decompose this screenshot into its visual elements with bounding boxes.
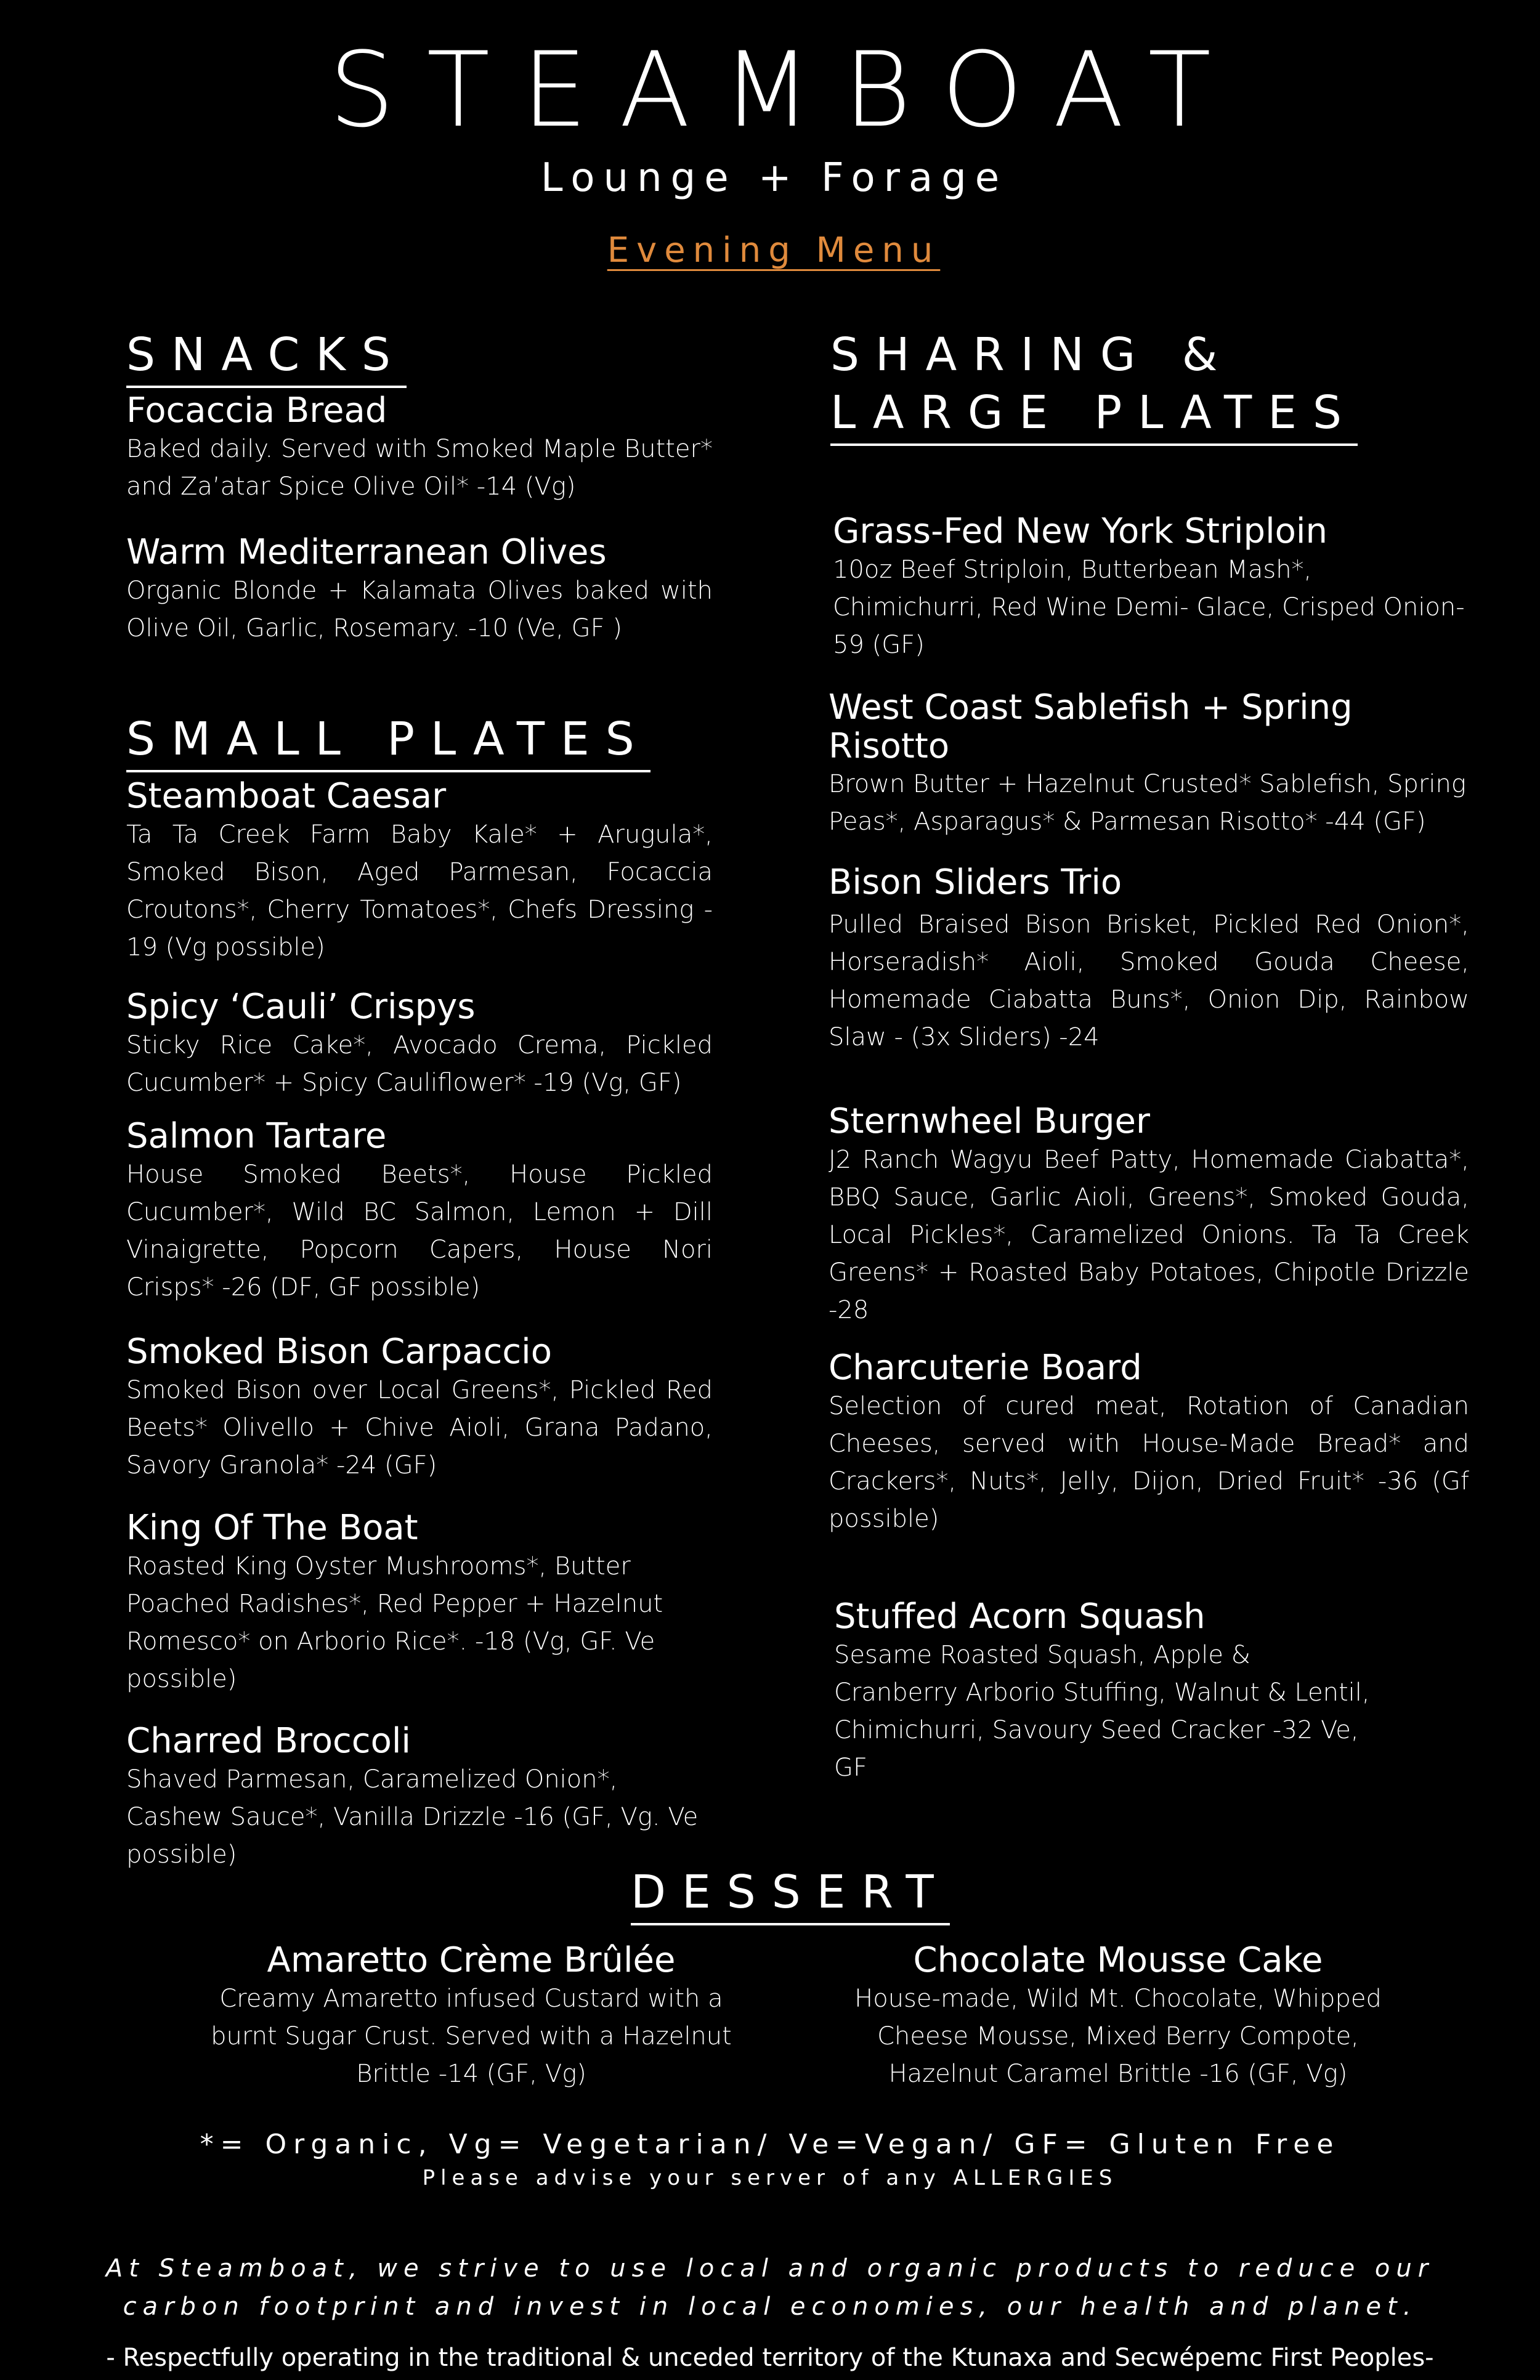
item-description: Organic Blonde + Kalamata Olives baked with Olive Oil, Garlic, Rosemary. -10 (Ve, GF ): [126, 576, 713, 642]
item-description: Baked daily. Served with Smoked Maple Butter* and Za’atar Spice Olive Oil* -14 (Vg): [126, 434, 713, 501]
snacks-heading: SNACKS: [126, 325, 407, 388]
item-name: Chocolate Mousse Cake: [913, 1940, 1323, 1980]
item-description: Roasted King Oyster Mushrooms*, Butter Poached Radishes*, Red Pepper + Hazelnut Romesco* on Arborio Rice*. -18 (Vg, GF. Ve possible): [126, 1552, 663, 1693]
item-description: Sesame Roasted Squash, Apple & Cranberry Arborio Stuffing, Walnut & Lentil, Chimichurri, Savoury Seed Cracker -32 Ve, GF: [834, 1640, 1370, 1782]
item-description: Brown Butter + Hazelnut Crusted* Sablefish, Spring Peas*, Asparagus* & Parmesan Risotto* -44 (GF): [829, 770, 1466, 836]
menu-item: [829, 689, 1469, 841]
item-name: Amaretto Crème Brûlée: [267, 1940, 676, 1980]
brand-logo: STEAMBOAT: [328, 30, 1244, 150]
item-description: Shaved Parmesan, Caramelized Onion*, Cashew Sauce*, Vanilla Drizzle -16 (GF, Vg. Ve possible): [126, 1765, 699, 1869]
menu-item: [829, 1349, 1469, 1538]
item-name: Bison Sliders Trio: [829, 862, 1122, 902]
menu-item: [833, 512, 1467, 664]
menu-item: [126, 533, 713, 647]
item-name: Salmon Tartare: [126, 1116, 387, 1156]
menu-item: [185, 1941, 758, 2093]
menu-item: [825, 1941, 1411, 2093]
item-description: J2 Ranch Wagyu Beef Patty, Homemade Ciabatta*, BBQ Sauce, Garlic Aioli, Greens*, Smoked Gouda, Local Pickles*, Caramelized Onions. Ta Ta Creek Greens* + Roasted Baby Potatoes, Chipotle Drizzle -28: [829, 1145, 1469, 1324]
allergy-note: Please advise your server of any ALLERGIES: [422, 2166, 1118, 2190]
item-description: Selection of cured meat, Rotation of Canadian Cheeses, served with House-Made Bread* and Crackers*, Nuts*, Jelly, Dijon, Dried Fruit* -36 (Gf possible): [829, 1391, 1469, 1533]
item-name: Spicy ‘Cauli’ Crispys: [126, 987, 476, 1027]
item-description: Smoked Bison over Local Greens*, Pickled Red Beets* Olivello + Chive Aioli, Grana Padano, Savory Granola* -24 (GF): [126, 1375, 713, 1479]
item-name: King Of The Boat: [126, 1508, 418, 1548]
land-acknowledgement: - Respectfully operating in the traditional & unceded territory of the Ktunaxa and Secwépemc First Peoples-: [106, 2344, 1434, 2372]
item-name: Warm Mediterranean Olives: [126, 532, 607, 572]
item-name: Sternwheel Burger: [829, 1101, 1151, 1141]
item-description: 10oz Beef Striploin, Butterbean Mash*, Chimichurri, Red Wine Demi- Glace, Crisped Onion- 59 (GF): [833, 555, 1465, 659]
menu-item: [126, 1722, 713, 1874]
menu-item: [126, 1117, 713, 1306]
menu-item: [829, 1103, 1469, 1329]
item-name: West Coast Sablefish + Spring Risotto: [829, 687, 1353, 766]
item-description: Pulled Braised Bison Brisket, Pickled Red Onion*, Horseradish* Aioli, Smoked Gouda Cheese, Homemade Ciabatta Buns*, Onion Dip, Rainbow Slaw - (3x Sliders) -24: [829, 910, 1469, 1051]
sustainability-line-1: At Steamboat, we strive to use local and organic products to reduce our: [105, 2254, 1435, 2283]
sustainability-statement: [0, 2249, 1540, 2326]
item-description: House-made, Wild Mt. Chocolate, Whipped Cheese Mousse, Mixed Berry Compote, Hazelnut Caramel Brittle -16 (GF, Vg): [854, 1984, 1382, 2088]
sharing-heading-line2: LARGE PLATES: [830, 383, 1358, 446]
menu-item: [126, 392, 713, 506]
item-description: House Smoked Beets*, House Pickled Cucumber*, Wild BC Salmon, Lemon + Dill Vinaigrette, Popcorn Capers, House Nori Crisps* -26 (DF, GF possible): [126, 1160, 713, 1301]
item-description: Creamy Amaretto infused Custard with a burnt Sugar Crust. Served with a Hazelnut Brittle -14 (GF, Vg): [211, 1984, 732, 2088]
menu-item: [126, 988, 713, 1102]
item-description: Ta Ta Creek Farm Baby Kale* + Arugula*, Smoked Bison, Aged Parmesan, Focaccia Croutons*, Cherry Tomatoes*, Chefs Dressing - 19 (Vg possible): [126, 820, 713, 961]
menu-item: [834, 1598, 1376, 1787]
item-name: Smoked Bison Carpaccio: [126, 1332, 553, 1372]
menu-item: [126, 777, 713, 966]
menu-name: Evening Menu: [607, 230, 941, 270]
item-name: Steamboat Caesar: [126, 776, 447, 816]
item-name: Charred Broccoli: [126, 1721, 411, 1761]
dessert-heading: DESSERT: [631, 1863, 950, 1925]
dietary-legend: *= Organic, Vg= Vegetarian/ Ve=Vegan/ GF= Gluten Free: [200, 2129, 1340, 2160]
item-name: Focaccia Bread: [126, 391, 387, 431]
menu-item: [126, 1509, 713, 1698]
item-name: Stuffed Acorn Squash: [834, 1597, 1206, 1637]
menu-item: [829, 864, 1469, 1056]
item-name: Grass-Fed New York Striploin: [833, 511, 1327, 551]
sustainability-line-2: carbon footprint and invest in local economies, our health and planet.: [123, 2293, 1417, 2321]
brand-subtitle: Lounge + Forage: [540, 155, 1008, 201]
menu-item: [126, 1333, 713, 1484]
small-plates-heading: SMALL PLATES: [126, 710, 650, 772]
item-description: Sticky Rice Cake*, Avocado Crema, Pickled Cucumber* + Spicy Cauliflower* -19 (Vg, GF): [126, 1030, 713, 1097]
item-name: Charcuterie Board: [829, 1348, 1142, 1388]
sharing-heading-line1: SHARING &: [830, 328, 1234, 381]
